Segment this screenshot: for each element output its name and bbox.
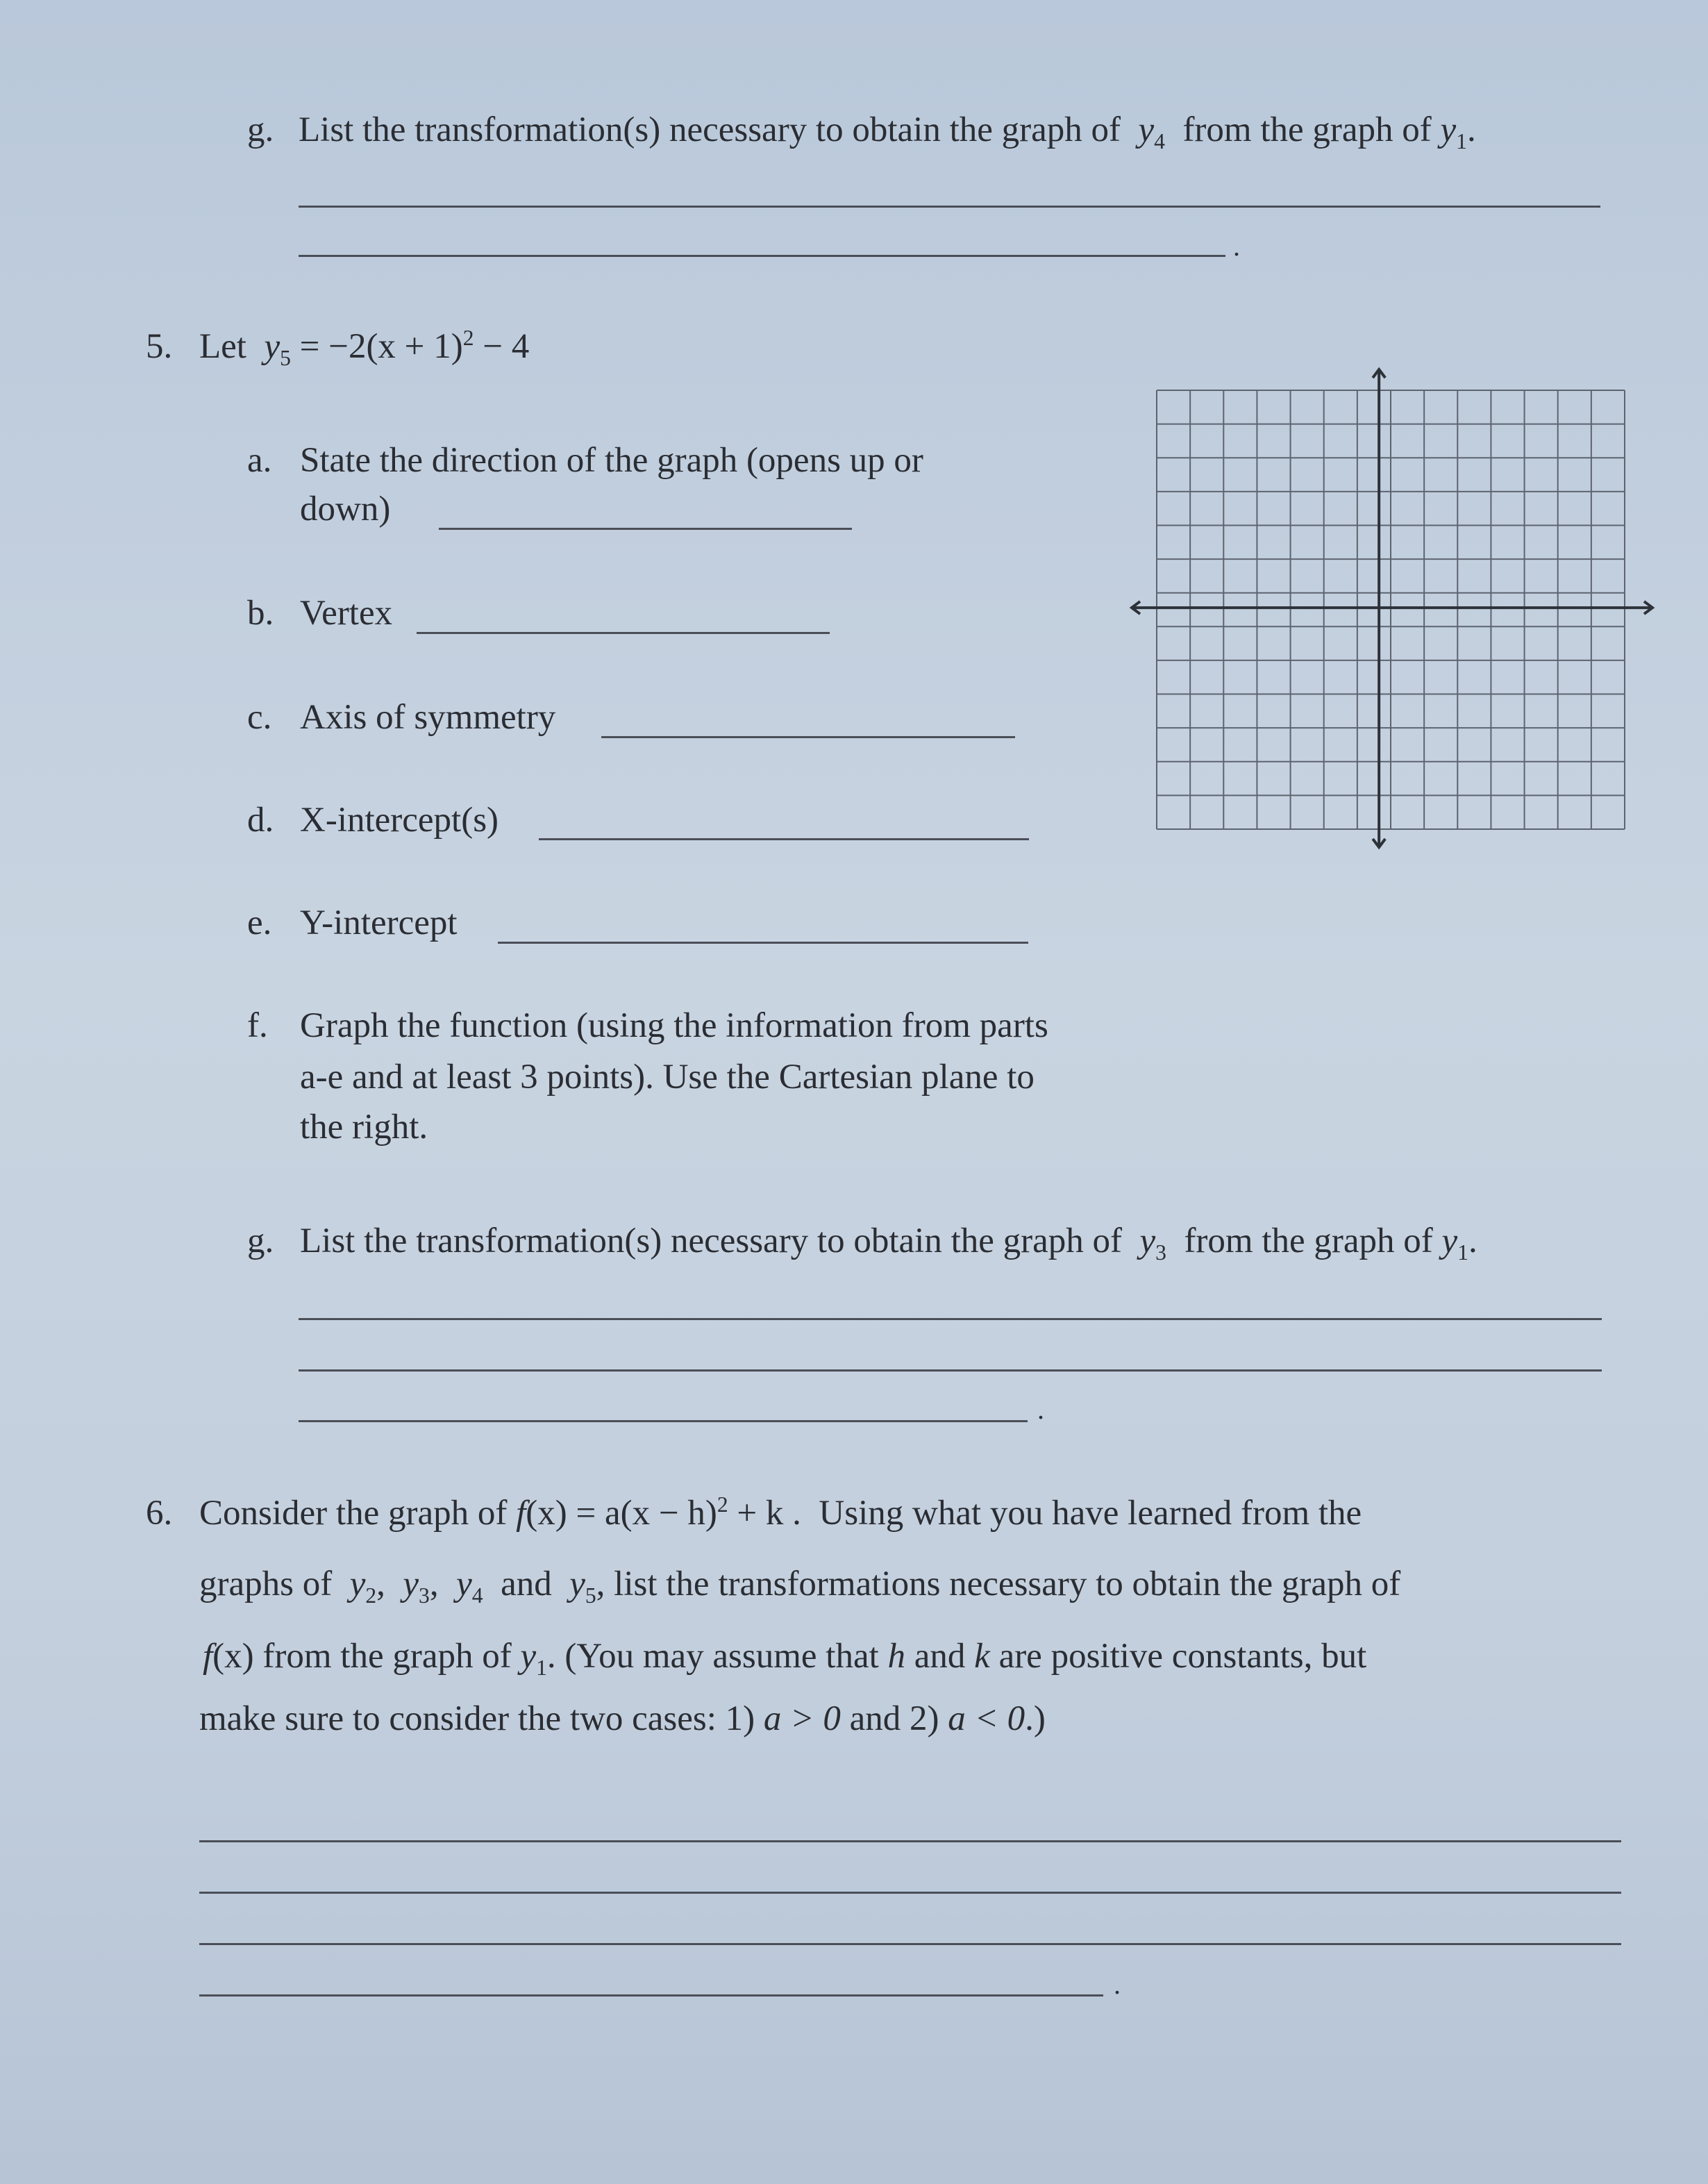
- q5g-y1: $y_1$: [1441, 1222, 1468, 1265]
- q6-line4: make sure to consider the two cases: 1) a > 0 and 2) a < 0.): [199, 1699, 1046, 1738]
- q5f-line2: a-e and at least 3 points). Use the Cartesian plane to: [300, 1058, 1035, 1097]
- q5g-letter: g.: [247, 1222, 274, 1260]
- cartesian-plane[interactable]: [1125, 361, 1659, 861]
- q6-answer-line-4[interactable]: [199, 1994, 1103, 1997]
- q5d-label: X-intercept(s): [300, 801, 499, 840]
- q5e-letter: e.: [247, 903, 272, 942]
- q6-line1: Consider the graph of $f(x) = a(x - h)^2 + k$ . Using what you have learned from the: [199, 1492, 1362, 1533]
- q4g-y4: $y_4$: [1138, 110, 1165, 154]
- q4g-period: .: [1233, 231, 1240, 262]
- q5a-line2: down): [300, 490, 391, 528]
- q6-number: 6.: [146, 1494, 173, 1533]
- q5g-answer-line-2[interactable]: [299, 1369, 1602, 1372]
- q4g-letter: g.: [247, 110, 274, 149]
- q6-line3: f(x) from the graph of $y_1$. (You may assume that h and k are positive constants, but: [203, 1637, 1367, 1681]
- q5g-text-b: from the graph of: [1184, 1222, 1433, 1260]
- q5-equation: Let $y_5 = -2(x + 1)^2 - 4$: [199, 326, 530, 371]
- q5f-line1: Graph the function (using the information from parts: [300, 1006, 1048, 1045]
- q6-period: .: [1114, 1969, 1121, 2000]
- q5c-label: Axis of symmetry: [300, 698, 556, 737]
- q5b-answer-line[interactable]: [417, 632, 830, 634]
- q5d-answer-line[interactable]: [539, 838, 1029, 840]
- q6-answer-line-3[interactable]: [199, 1943, 1621, 1945]
- q5-number: 5.: [146, 327, 173, 366]
- q5g-text: List the transformation(s) necessary to obtain the graph of $y_3$ from the graph of $y_1$.: [300, 1222, 1477, 1265]
- q4g-text: List the transformation(s) necessary to obtain the graph of $y_4$ from the graph of $y_1$.: [299, 110, 1476, 154]
- q6-line2: graphs of $y_2$, $y_3$, $y_4$ and $y_5$, list the transformations necessary to obtain the graph of: [199, 1565, 1401, 1608]
- q6-answer-line-1[interactable]: [199, 1840, 1621, 1842]
- q4g-text-b: from the graph of: [1182, 110, 1432, 149]
- q5f-line3: the right.: [300, 1108, 428, 1147]
- q4g-answer-line-2[interactable]: [299, 255, 1225, 257]
- q5e-label: Y-intercept: [300, 903, 458, 942]
- q4g-answer-line-1[interactable]: [299, 206, 1600, 208]
- q5a-answer-line[interactable]: [439, 528, 852, 530]
- q5d-letter: d.: [247, 801, 274, 840]
- q5b-label: Vertex: [300, 594, 393, 633]
- q4g-text-a: List the transformation(s) necessary to obtain the graph of: [299, 110, 1121, 149]
- q5a-line1: State the direction of the graph (opens up or: [300, 441, 923, 480]
- q5c-answer-line[interactable]: [601, 736, 1015, 738]
- q6-answer-line-2[interactable]: [199, 1892, 1621, 1894]
- q5b-letter: b.: [247, 594, 274, 633]
- q5g-y3: $y_3$: [1139, 1222, 1166, 1265]
- grid-lines: [1157, 390, 1625, 829]
- q5g-period: .: [1037, 1394, 1044, 1425]
- q4g-y1: $y_1$: [1440, 110, 1467, 154]
- axes: [1132, 369, 1652, 847]
- q5c-letter: c.: [247, 698, 272, 737]
- q5g-answer-line-3[interactable]: [299, 1420, 1028, 1422]
- q5g-text-a: List the transformation(s) necessary to obtain the graph of: [300, 1222, 1122, 1260]
- q5g-answer-line-1[interactable]: [299, 1318, 1602, 1320]
- q5f-letter: f.: [247, 1006, 268, 1045]
- q5a-letter: a.: [247, 441, 272, 480]
- q5e-answer-line[interactable]: [498, 942, 1028, 944]
